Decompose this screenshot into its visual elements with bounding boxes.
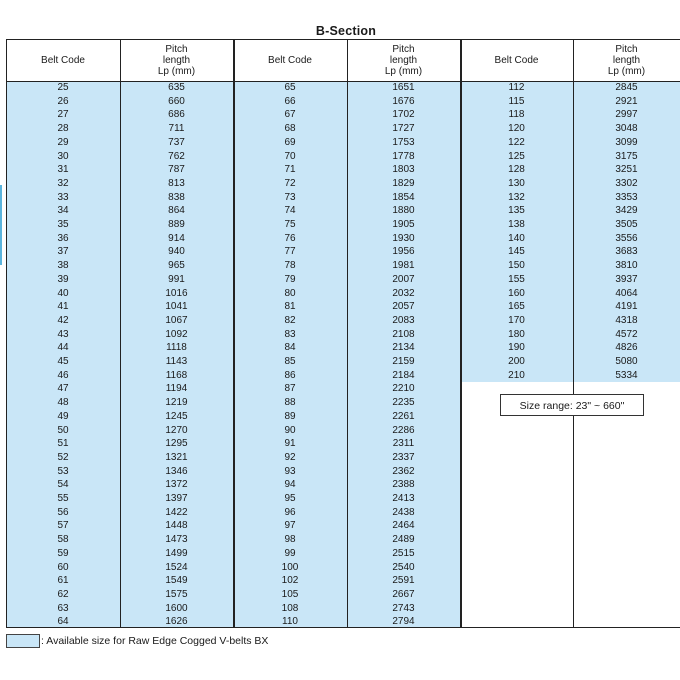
column-divider — [120, 39, 121, 628]
pitch-length-cell: 2337 — [392, 451, 415, 463]
pitch-length-cell: 1753 — [392, 136, 415, 148]
pitch-length-cell: 1626 — [165, 616, 188, 628]
table-bottom-rule — [6, 627, 680, 628]
pitch-length-cell: 3353 — [615, 191, 638, 203]
belt-code-cell: 25 — [57, 82, 69, 93]
pitch-length-cell: 3556 — [615, 232, 638, 244]
header-label: length — [162, 54, 191, 66]
pitch-length-cell: 1168 — [165, 369, 188, 381]
pitch-length-cell: 2159 — [392, 356, 415, 367]
pitch-length-cell: 1448 — [165, 520, 188, 532]
belt-code-cell: 37 — [57, 246, 69, 258]
belt-code-cell: 95 — [284, 493, 296, 504]
belt-code-cell: 83 — [284, 328, 296, 340]
header-label: Pitch — [165, 43, 188, 55]
pitch-length-cell: 2286 — [392, 424, 415, 436]
belt-code-cell: 56 — [57, 506, 69, 518]
belt-code-cell: 92 — [284, 451, 296, 463]
column-divider — [347, 39, 348, 628]
pitch-length-cell: 1118 — [166, 342, 187, 354]
belt-code-cell: 86 — [284, 369, 296, 381]
belt-code-cell: 47 — [57, 383, 69, 395]
pitch-length-cell: 1676 — [392, 95, 415, 107]
header-pitch-length — [120, 39, 233, 81]
pitch-length-cell: 3099 — [615, 136, 638, 148]
pitch-length-cell: 1854 — [392, 191, 415, 203]
belt-code-cell: 135 — [508, 205, 525, 217]
pitch-length-cell: 2134 — [392, 342, 415, 354]
pitch-length-cell: 2464 — [392, 520, 415, 532]
belt-code-cell: 74 — [284, 205, 296, 217]
legend-swatch — [6, 634, 40, 648]
belt-code-cell: 99 — [284, 547, 296, 559]
pitch-length-cell: 1499 — [165, 547, 188, 559]
size-range-box: Size range: 23" ~ 660" — [500, 394, 644, 416]
pitch-length-cell: 3302 — [615, 177, 638, 189]
pitch-length-cell: 1067 — [165, 314, 188, 326]
pitch-length-cell: 1829 — [392, 177, 415, 189]
belt-code-cell: 33 — [57, 191, 69, 203]
pitch-length-cell: 940 — [168, 246, 185, 258]
pitch-length-cell: 3429 — [615, 205, 638, 217]
belt-code-cell: 98 — [284, 534, 296, 546]
pitch-length-cell: 2261 — [392, 410, 415, 422]
belt-code-cell: 102 — [281, 575, 299, 587]
belt-code-cell: 91 — [284, 438, 296, 450]
belt-code-cell: 50 — [57, 424, 69, 436]
belt-code-cell: 59 — [57, 547, 69, 559]
header-belt-code — [460, 39, 573, 81]
pitch-length-cell: 1270 — [165, 424, 188, 436]
belt-code-cell: 78 — [284, 260, 296, 272]
belt-code-cell: 180 — [508, 328, 525, 340]
header-pitch-length — [573, 39, 680, 81]
belt-code-cell: 115 — [508, 95, 525, 107]
belt-code-cell: 97 — [284, 520, 296, 532]
belt-code-cell: 72 — [284, 177, 296, 189]
table-top-rule — [6, 39, 680, 40]
pitch-length-cell: 1016 — [165, 287, 188, 299]
pitch-length-cell: 2108 — [392, 328, 415, 340]
pitch-length-cell: 2489 — [392, 534, 415, 546]
pitch-length-cell: 5080 — [615, 356, 638, 367]
pitch-length-cell: 4191 — [615, 301, 638, 313]
belt-code-cell: 34 — [57, 205, 69, 217]
belt-code-cell: 65 — [284, 82, 296, 93]
pitch-length-cell: 1600 — [165, 602, 188, 614]
column-divider — [233, 39, 235, 628]
pitch-length-cell: 889 — [168, 219, 185, 230]
belt-code-cell: 63 — [57, 602, 69, 614]
pitch-length-cell: 2540 — [392, 561, 415, 573]
pitch-length-cell: 1880 — [392, 205, 415, 217]
header-label: Pitch — [615, 43, 638, 55]
belt-code-cell: 68 — [284, 123, 296, 135]
header-label: Belt Code — [494, 54, 539, 66]
belt-code-cell: 58 — [57, 534, 69, 546]
header-label: length — [389, 54, 418, 66]
pitch-length-cell: 635 — [168, 82, 185, 93]
pitch-length-cell: 686 — [168, 109, 185, 121]
pitch-length-cell: 914 — [168, 232, 185, 244]
belt-code-cell: 108 — [281, 602, 299, 614]
column-divider — [573, 39, 574, 628]
pitch-length-cell: 1397 — [165, 493, 188, 504]
pitch-length-cell: 1549 — [165, 575, 188, 587]
pitch-length-cell: 4572 — [615, 328, 638, 340]
pitch-length-cell: 2057 — [392, 301, 415, 313]
pitch-length-cell: 2921 — [615, 95, 638, 107]
pitch-length-cell: 1473 — [165, 534, 188, 546]
belt-code-cell: 190 — [508, 342, 525, 354]
header-label: Belt Code — [268, 54, 312, 66]
pitch-length-cell: 2997 — [615, 109, 638, 121]
pitch-length-cell: 1372 — [165, 479, 188, 491]
pitch-length-cell: 737 — [168, 136, 185, 148]
pitch-length-cell: 1981 — [392, 260, 415, 272]
belt-code-cell: 54 — [57, 479, 69, 491]
pitch-length-cell: 991 — [168, 273, 185, 285]
belt-code-cell: 28 — [57, 123, 69, 135]
pitch-length-cell: 2032 — [392, 287, 415, 299]
belt-code-cell: 132 — [508, 191, 525, 203]
header-label: Lp (mm) — [607, 65, 646, 77]
belt-code-cell: 76 — [284, 232, 296, 244]
pitch-length-cell: 1041 — [165, 301, 188, 313]
belt-code-cell: 150 — [508, 260, 525, 272]
header-rule — [6, 81, 680, 82]
belt-code-cell: 66 — [284, 95, 296, 107]
belt-code-cell: 118 — [508, 109, 525, 121]
pitch-length-cell: 1194 — [165, 383, 188, 395]
header-label: length — [612, 54, 641, 66]
pitch-length-cell: 1727 — [392, 123, 415, 135]
pitch-length-cell: 4064 — [615, 287, 638, 299]
pitch-length-cell: 3810 — [615, 260, 638, 272]
belt-code-cell: 170 — [508, 314, 525, 326]
belt-size-table — [6, 39, 680, 627]
header-label: Lp (mm) — [384, 65, 423, 77]
header-belt-code — [233, 39, 347, 81]
pitch-length-cell: 1219 — [165, 397, 188, 409]
belt-code-cell: 64 — [57, 616, 69, 628]
pitch-length-cell: 660 — [168, 95, 185, 107]
belt-code-cell: 73 — [284, 191, 296, 203]
belt-code-cell: 57 — [57, 520, 69, 532]
pitch-length-cell: 2667 — [392, 588, 415, 600]
header-label: Belt Code — [41, 54, 85, 66]
belt-code-cell: 85 — [284, 356, 296, 367]
column-divider — [6, 39, 7, 628]
pitch-length-cell: 2515 — [392, 547, 415, 559]
legend-text: : Available size for Raw Edge Cogged V-belts BX — [41, 635, 269, 647]
belt-code-cell: 55 — [57, 493, 69, 504]
belt-code-cell: 81 — [284, 301, 296, 313]
belt-code-cell: 140 — [508, 232, 525, 244]
belt-code-cell: 210 — [508, 369, 525, 381]
belt-code-cell: 122 — [508, 136, 525, 148]
belt-code-cell: 93 — [284, 465, 296, 477]
belt-code-cell: 35 — [57, 219, 69, 230]
belt-code-cell: 26 — [57, 95, 69, 107]
belt-code-cell: 80 — [284, 287, 296, 299]
belt-code-cell: 79 — [284, 273, 296, 285]
belt-code-cell: 88 — [284, 397, 296, 409]
pitch-length-cell: 2591 — [392, 575, 415, 587]
pitch-length-cell: 2438 — [392, 506, 415, 518]
pitch-length-cell: 813 — [168, 177, 185, 189]
pitch-length-cell: 1702 — [392, 109, 415, 121]
pitch-length-cell: 1245 — [165, 410, 188, 422]
belt-code-cell: 90 — [284, 424, 296, 436]
pitch-length-cell: 2794 — [392, 616, 415, 628]
pitch-length-cell: 2311 — [392, 438, 415, 450]
belt-code-cell: 70 — [284, 150, 296, 162]
pitch-length-cell: 1321 — [165, 451, 188, 463]
belt-code-cell: 27 — [57, 109, 69, 121]
belt-code-cell: 39 — [57, 273, 69, 285]
pitch-length-cell: 1422 — [165, 506, 188, 518]
pitch-length-cell: 2083 — [392, 314, 415, 326]
pitch-length-cell: 2235 — [392, 397, 415, 409]
pitch-length-cell: 2007 — [392, 273, 415, 285]
belt-code-cell: 120 — [508, 123, 525, 135]
table-title: B-Section — [315, 24, 377, 38]
belt-code-cell: 125 — [508, 150, 525, 162]
header-label: Pitch — [392, 43, 415, 55]
belt-code-cell: 51 — [57, 438, 69, 450]
belt-code-cell: 110 — [282, 616, 298, 628]
belt-code-cell: 71 — [284, 164, 296, 176]
pitch-length-cell: 1346 — [165, 465, 188, 477]
pitch-length-cell: 1651 — [392, 82, 415, 93]
pitch-length-cell: 864 — [168, 205, 185, 217]
belt-code-cell: 31 — [57, 164, 69, 176]
belt-code-cell: 145 — [508, 246, 525, 258]
pitch-length-cell: 965 — [168, 260, 185, 272]
pitch-length-cell: 4318 — [615, 314, 638, 326]
pitch-length-cell: 3048 — [615, 123, 638, 135]
belt-code-cell: 165 — [508, 301, 525, 313]
pitch-length-cell: 3175 — [615, 150, 638, 162]
belt-code-cell: 75 — [284, 219, 296, 230]
header-belt-code — [6, 39, 120, 81]
belt-code-cell: 61 — [57, 575, 69, 587]
pitch-length-cell: 1575 — [165, 588, 188, 600]
pitch-length-cell: 1956 — [392, 246, 415, 258]
pitch-length-cell: 787 — [168, 164, 185, 176]
pitch-length-cell: 2362 — [392, 465, 415, 477]
belt-code-cell: 44 — [57, 342, 69, 354]
pitch-length-cell: 1930 — [392, 232, 415, 244]
belt-code-cell: 94 — [284, 479, 296, 491]
belt-code-cell: 30 — [57, 150, 69, 162]
pitch-length-cell: 762 — [168, 150, 185, 162]
belt-code-cell: 87 — [284, 383, 296, 395]
belt-code-cell: 45 — [57, 356, 69, 367]
belt-code-cell: 96 — [284, 506, 296, 518]
pitch-length-cell: 1295 — [165, 438, 188, 450]
belt-code-cell: 48 — [57, 397, 69, 409]
pitch-length-cell: 1143 — [165, 356, 188, 367]
pitch-length-cell: 3251 — [615, 164, 638, 176]
belt-code-cell: 155 — [508, 273, 525, 285]
pitch-length-cell: 1092 — [165, 328, 188, 340]
belt-code-cell: 41 — [57, 301, 69, 313]
belt-code-cell: 130 — [508, 177, 525, 189]
pitch-length-cell: 5334 — [615, 369, 638, 381]
belt-code-cell: 42 — [57, 314, 69, 326]
belt-code-cell: 105 — [281, 588, 299, 600]
page-edge-mark — [0, 185, 2, 265]
belt-code-cell: 40 — [57, 287, 69, 299]
belt-code-cell: 128 — [508, 164, 525, 176]
pitch-length-cell: 3683 — [615, 246, 638, 258]
belt-code-cell: 138 — [508, 219, 525, 230]
belt-code-cell: 62 — [57, 588, 69, 600]
pitch-length-cell: 2388 — [392, 479, 415, 491]
pitch-length-cell: 2413 — [392, 493, 415, 504]
pitch-length-cell: 1905 — [392, 219, 415, 230]
belt-code-cell: 52 — [57, 451, 69, 463]
belt-code-cell: 49 — [57, 410, 69, 422]
belt-code-cell: 46 — [57, 369, 69, 381]
pitch-length-cell: 2184 — [392, 369, 415, 381]
belt-code-cell: 89 — [284, 410, 296, 422]
belt-code-cell: 38 — [57, 260, 69, 272]
header-label: Lp (mm) — [157, 65, 196, 77]
belt-code-cell: 82 — [284, 314, 296, 326]
belt-code-cell: 200 — [508, 356, 525, 367]
belt-code-cell: 67 — [284, 109, 296, 121]
belt-code-cell: 77 — [284, 246, 296, 258]
column-divider — [460, 39, 462, 628]
pitch-length-cell: 1778 — [392, 150, 415, 162]
pitch-length-cell: 2743 — [392, 602, 415, 614]
belt-code-cell: 53 — [57, 465, 69, 477]
belt-code-cell: 84 — [284, 342, 296, 354]
pitch-length-cell: 2210 — [392, 383, 415, 395]
header-pitch-length — [347, 39, 460, 81]
pitch-length-cell: 1524 — [165, 561, 188, 573]
pitch-length-cell: 838 — [168, 191, 185, 203]
belt-code-cell: 32 — [57, 177, 69, 189]
belt-code-cell: 29 — [57, 136, 69, 148]
pitch-length-cell: 3937 — [615, 273, 638, 285]
pitch-length-cell: 4826 — [615, 342, 638, 354]
belt-code-cell: 160 — [508, 287, 525, 299]
belt-code-cell: 36 — [57, 232, 69, 244]
belt-code-cell: 69 — [284, 136, 296, 148]
belt-code-cell: 60 — [57, 561, 69, 573]
pitch-length-cell: 2845 — [615, 82, 638, 93]
belt-code-cell: 112 — [508, 82, 525, 93]
pitch-length-cell: 711 — [168, 123, 185, 135]
pitch-length-cell: 1803 — [392, 164, 415, 176]
belt-code-cell: 43 — [57, 328, 69, 340]
pitch-length-cell: 3505 — [615, 219, 638, 230]
belt-code-cell: 100 — [281, 561, 299, 573]
